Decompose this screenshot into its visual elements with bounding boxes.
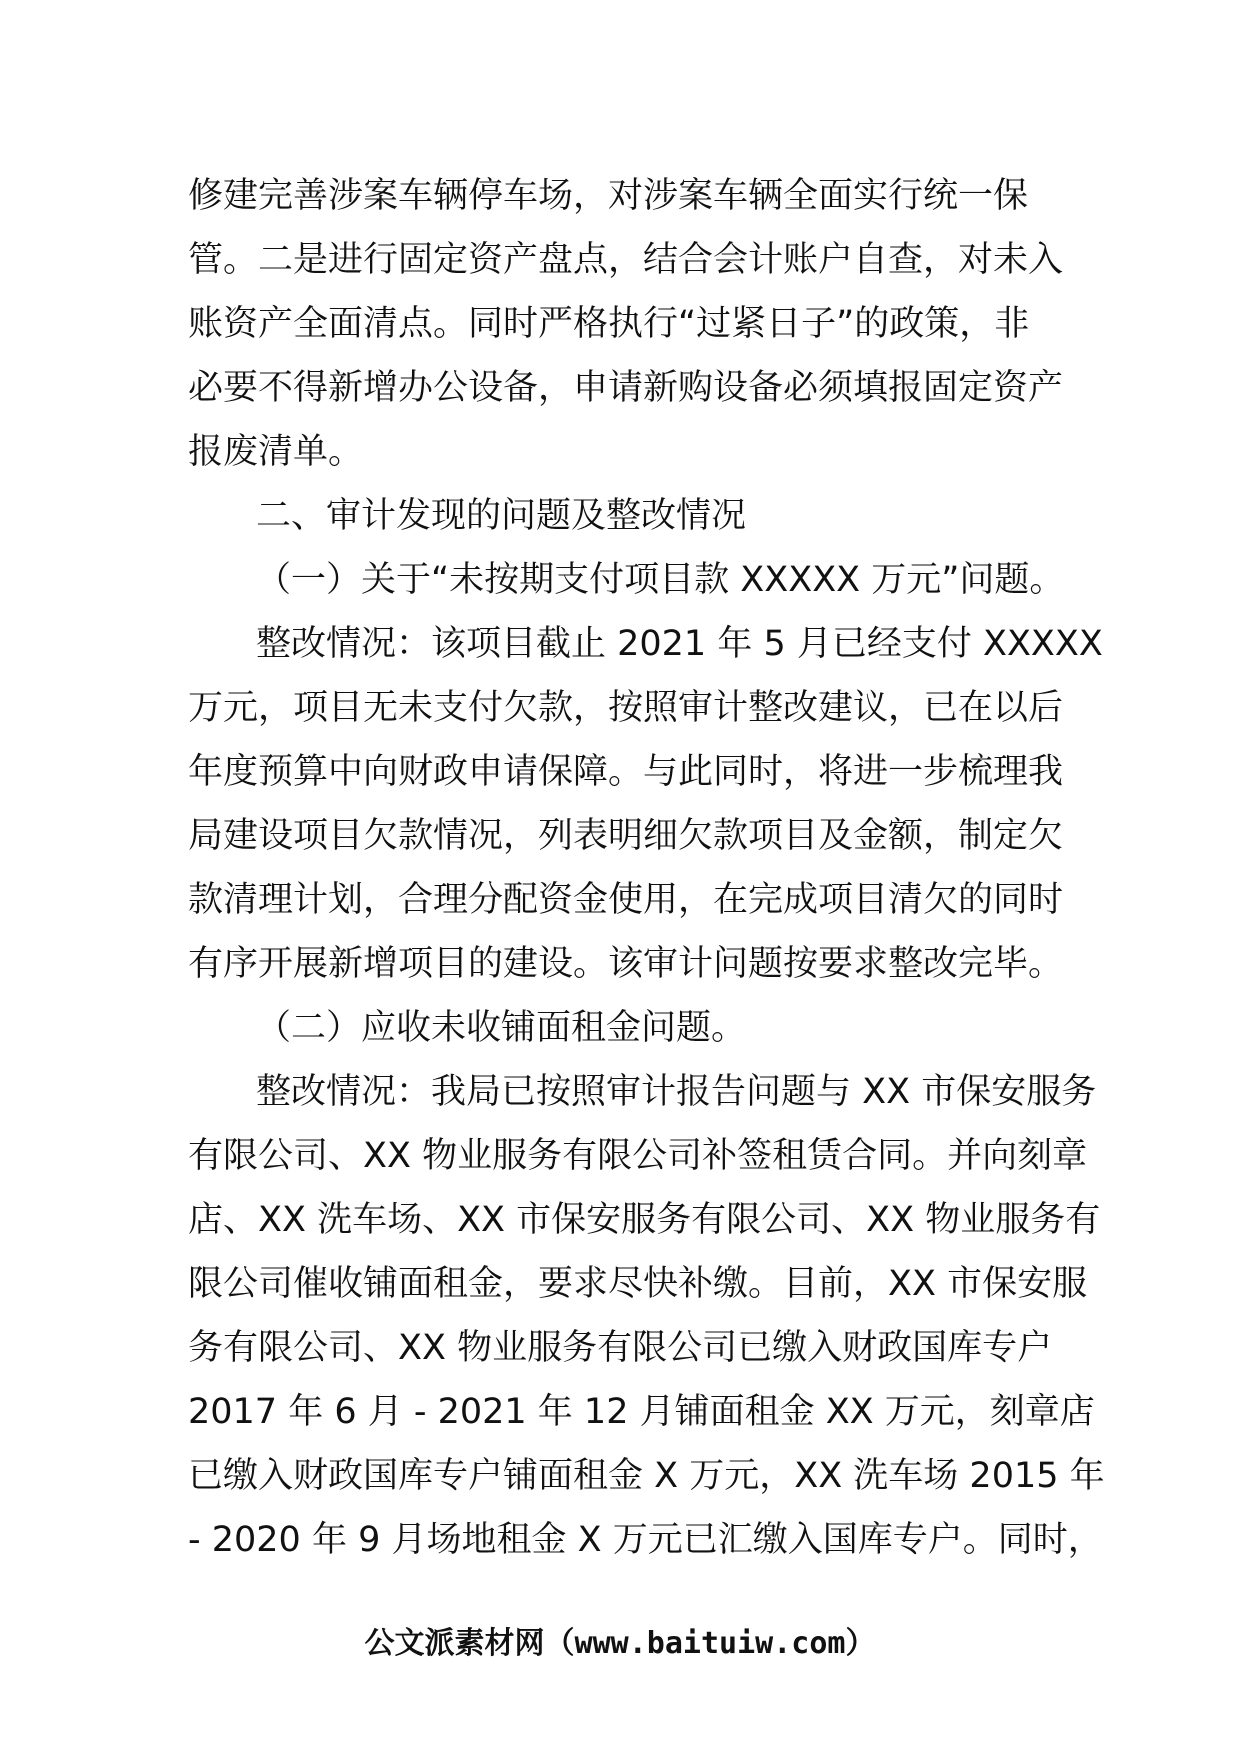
section-heading: [188, 484, 1056, 548]
text-line: 限公司催收铺面租金，要求尽快补缴。目前，XX 市保安服: [188, 1264, 1088, 1304]
paragraph: [188, 164, 1064, 484]
text-line: 店、XX 洗车场、XX 市保安服务有限公司、XX 物业服务有: [188, 1200, 1101, 1240]
text-line: 已缴入财政国库专户铺面租金 X 万元，XX 洗车场 2015 年: [188, 1456, 1105, 1496]
text-line: 有序开展新增项目的建设。该审计问题按要求整改完毕。: [188, 944, 1064, 984]
footer-site-name: 公文派素材网: [364, 1626, 545, 1661]
footer-watermark: [0, 1618, 1240, 1662]
text-line: 整改情况：该项目截止 2021 年 5 月已经支付 XXXXX: [256, 624, 1103, 664]
text-line: 有限公司、XX 物业服务有限公司补签租赁合同。并向刻章: [188, 1136, 1088, 1176]
footer-url: （www.baituiw.com）: [544, 1626, 876, 1661]
text-line: 修建完善涉案车辆停车场，对涉案车辆全面实行统一保: [188, 176, 1029, 216]
text-line: 账资产全面清点。同时严格执行“过紧日子”的政策，非: [188, 304, 1030, 344]
text-line: 整改情况：我局已按照审计报告问题与 XX 市保安服务: [256, 1072, 1097, 1112]
subsection-heading: [188, 548, 1065, 612]
heading-line: （一）关于“未按期支付项目款 XXXXX 万元”问题。: [256, 560, 1065, 600]
subsection-heading: [188, 996, 1056, 1060]
text-line: 万元，项目无未支付欠款，按照审计整改建议，已在以后: [188, 688, 1064, 728]
text-line: 管。二是进行固定资产盘点，结合会计账户自查，对未入: [188, 240, 1064, 280]
text-line: 款清理计划，合理分配资金使用，在完成项目清欠的同时: [188, 880, 1064, 920]
text-line: 必要不得新增办公设备，申请新购设备必须填报固定资产: [188, 368, 1064, 408]
text-line: 局建设项目欠款情况，列表明细欠款项目及金额，制定欠: [188, 816, 1064, 856]
text-line: 年度预算中向财政申请保障。与此同时，将进一步梳理我: [188, 752, 1064, 792]
text-line: 2017 年 6 月 - 2021 年 12 月铺面租金 XX 万元，刻章店: [188, 1392, 1095, 1432]
text-line: - 2020 年 9 月场地租金 X 万元已汇缴入国库专户。同时，: [188, 1520, 1103, 1560]
paragraph: [188, 1060, 1105, 1572]
document-body: [188, 164, 1105, 1572]
heading-line: 二、审计发现的问题及整改情况: [256, 496, 747, 536]
text-line: 报废清单。: [188, 432, 364, 472]
heading-line: （二）应收未收铺面租金问题。: [256, 1008, 747, 1048]
paragraph: [188, 612, 1103, 996]
text-line: 务有限公司、XX 物业服务有限公司已缴入财政国库专户: [188, 1328, 1053, 1368]
